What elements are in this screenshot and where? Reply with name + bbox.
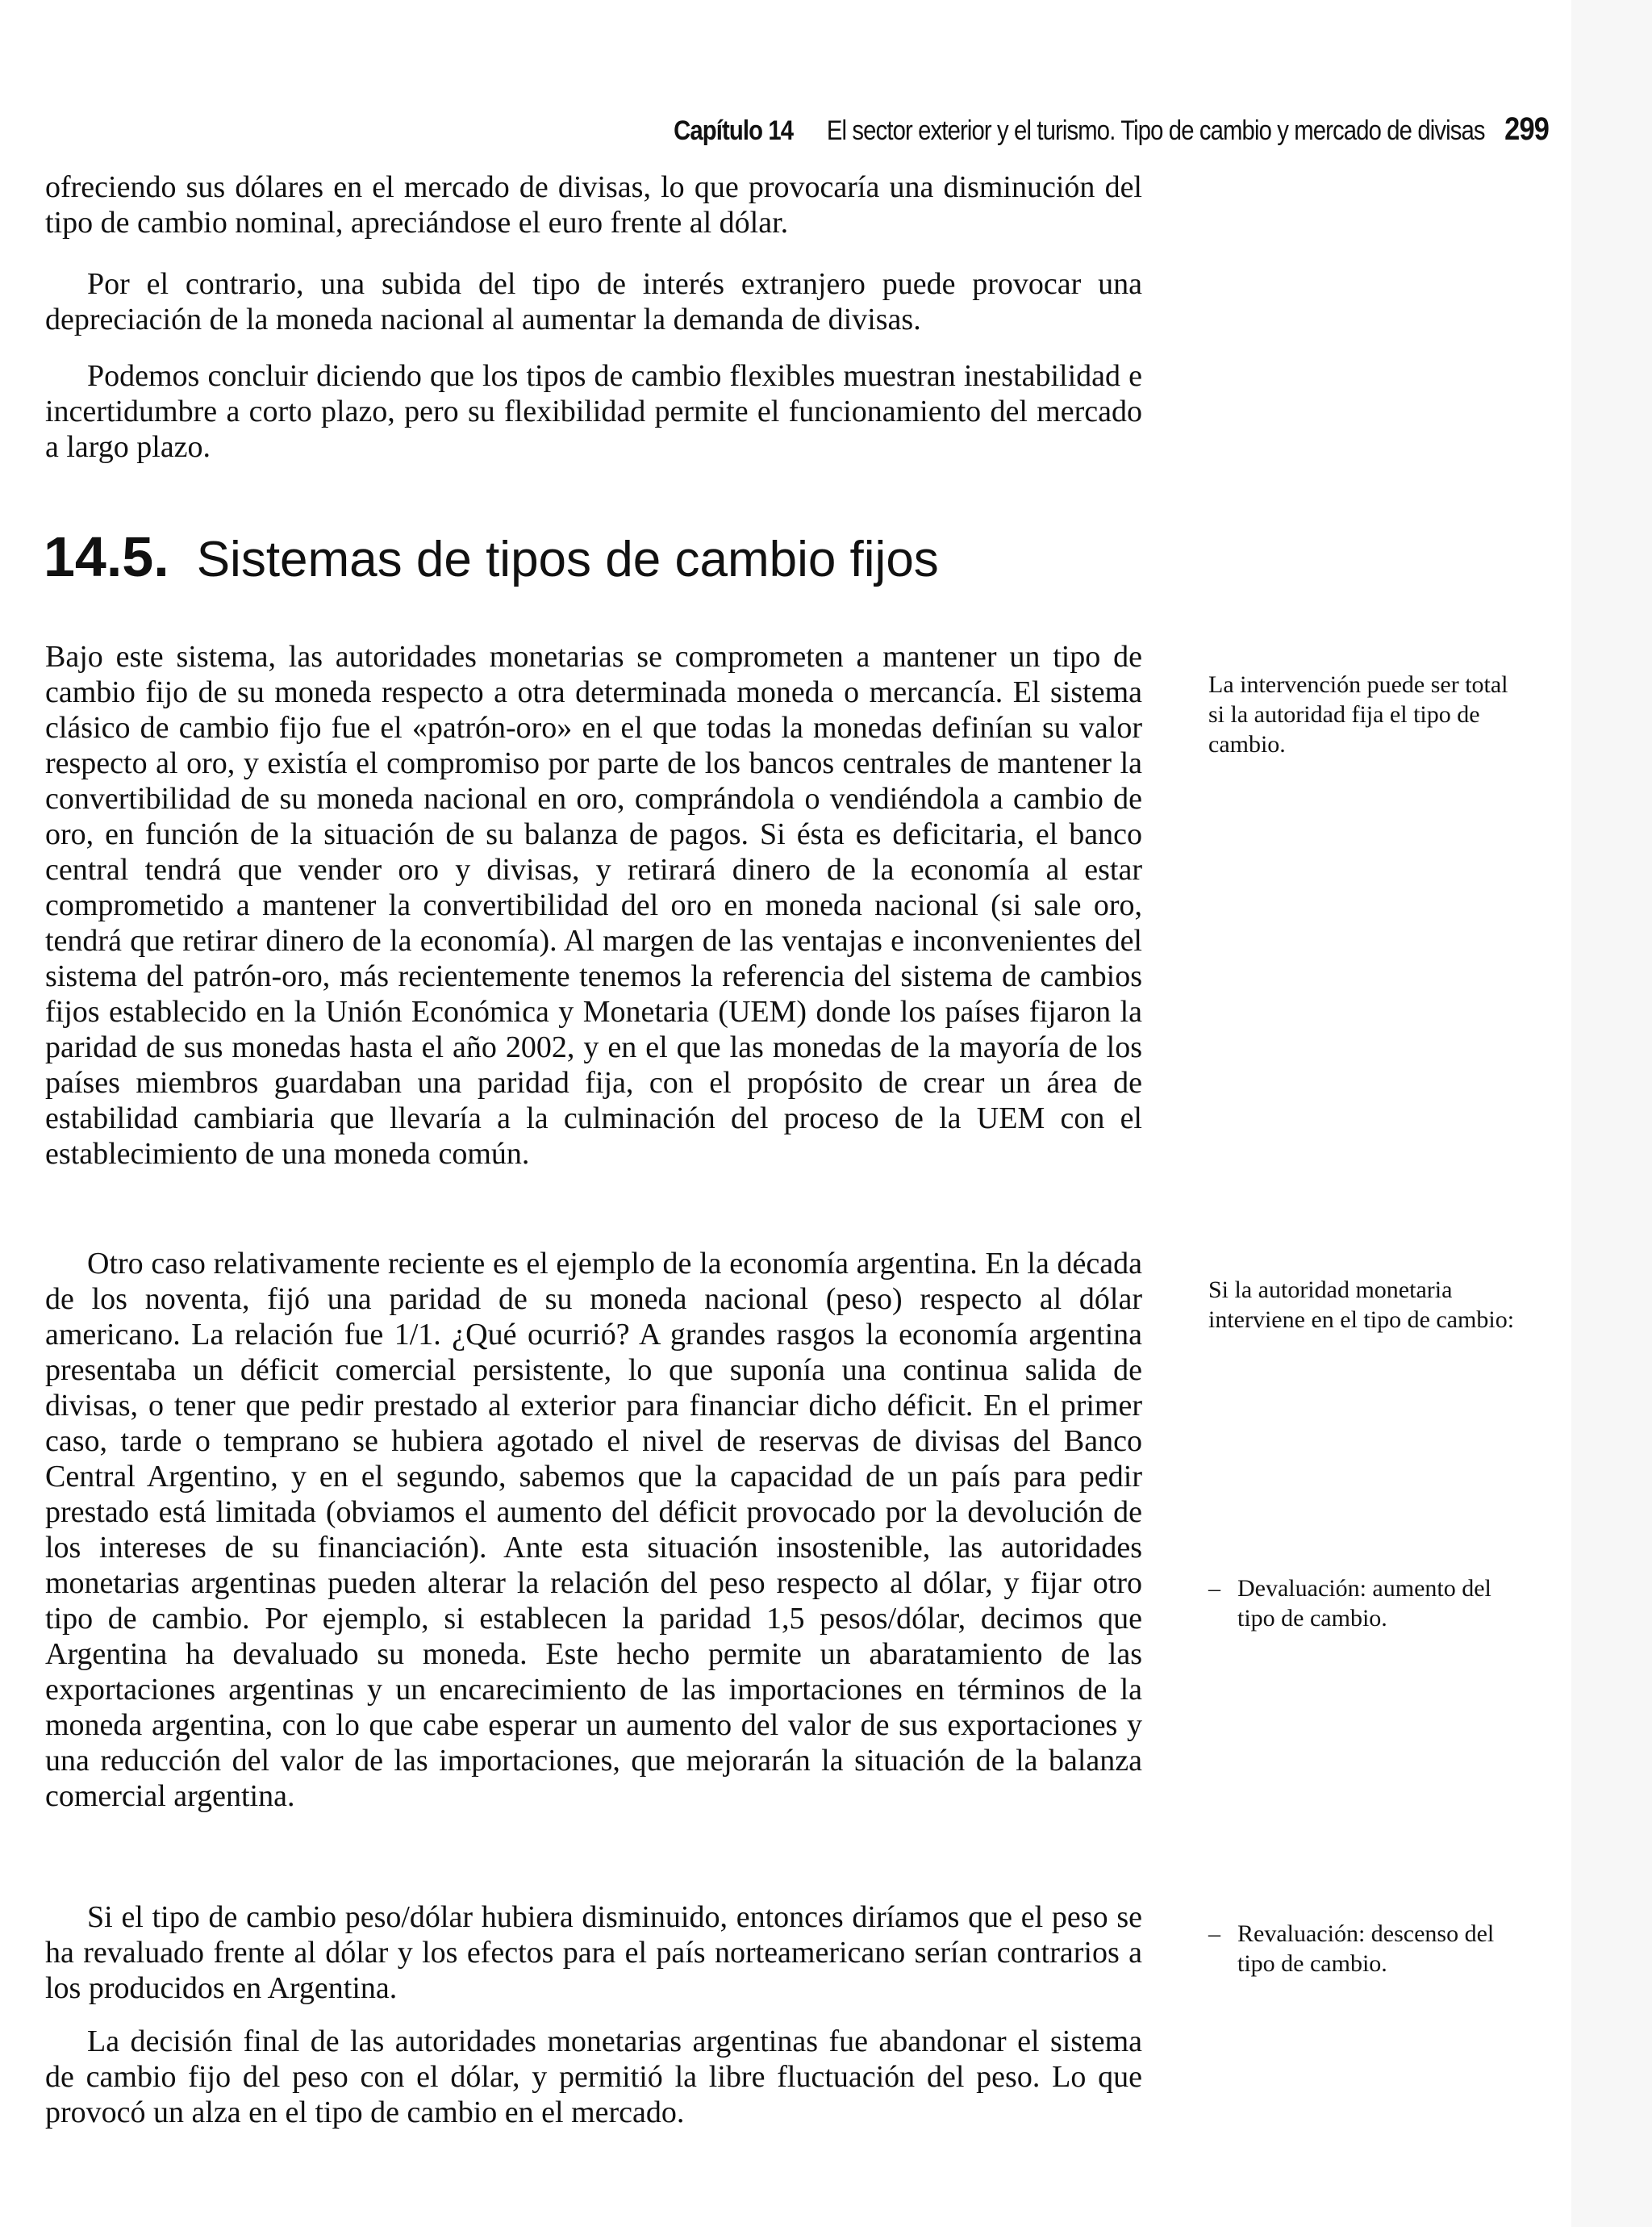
- margin-note-intervention: La intervención puede ser total si la autoridad fija el tipo de cambio.: [1208, 671, 1508, 758]
- section-title: Sistemas de tipos de cambio fijos: [196, 532, 939, 587]
- dash-bullet: –: [1208, 1575, 1220, 1602]
- paragraph-final-decision: La decisión final de las autoridades monetarias argentinas fue abandonar el sistema de cambio fijo del peso con el dólar, y permitió la libre fluctuación del peso. Lo que provocó un alza en el tipo de cambio en el mercado.: [45, 2024, 1142, 2129]
- paragraph-fixed-systems: Bajo este sistema, las autoridades monetarias se comprometen a mantener un tipo de cambio fijo de su moneda respecto a otra determinada moneda o mercancía. El sistema clásico de cambio fijo fue el «patrón-oro» en el que todas la monedas definían su valor respecto al oro, y existía el compromiso por parte de los bancos centrales de mantener la convertibilidad de su moneda nacional en oro, comprándola o vendiéndola a cambio de oro, en función de la situación de su balanza de pagos. Si ésta es deficitaria, el banco central tendrá que vender oro y divisas, y retirará dinero de la economía al estar comprometido a mantener la convertibilidad del oro en moneda nacional (si sale oro, tendrá que retirar dinero de la economía). Al margen de las ventajas e inconvenientes del sistema del patrón-oro, más recientemente tenemos la referencia del sistema de cambios fijos establecido en la Unión Económica y Monetaria (UEM) donde los países fijaron la paridad de sus monedas hasta el año 2002, y en el que las monedas de la mayoría de los países miembros guardaban una paridad fija, con el propósito de crear un área de estabilidad cambiaria que llevaría a la culminación del proceso de la UEM con el establecimiento de una moneda común.: [45, 640, 1142, 1171]
- intro-paragraph-1: ofreciendo sus dólares en el mercado de divisas, lo que provocaría una disminución del tipo de cambio nominal, apreciándose el euro frente al dólar.: [45, 170, 1142, 240]
- paragraph-revaluation: Si el tipo de cambio peso/dólar hubiera disminuido, entonces diríamos que el peso se ha revaluado frente al dólar y los efectos para el país norteamericano serían contrarios a los producidos en Argentina.: [45, 1900, 1142, 2005]
- page-number: 299: [1504, 111, 1549, 147]
- revaluation-text: Revaluación: descenso del tipo de cambio.: [1237, 1920, 1495, 1977]
- margin-note-revaluation: [1208, 1919, 1515, 1978]
- section-number: 14.5.: [44, 525, 169, 588]
- margin-note-if-intervenes: Si la autoridad monetaria interviene en el tipo de cambio:: [1208, 1276, 1515, 1333]
- devaluation-text: Devaluación: aumento del tipo de cambio.: [1237, 1575, 1491, 1632]
- page-edge-shade: [1571, 0, 1652, 2227]
- running-header: [217, 111, 1549, 148]
- chapter-title: El sector exterior y el turismo. Tipo de cambio y mercado de divisas: [826, 115, 1485, 146]
- section-heading: [44, 524, 939, 589]
- dash-bullet: –: [1208, 1920, 1220, 1947]
- margin-note-devaluation: [1208, 1573, 1515, 1633]
- paragraph-argentina: Otro caso relativamente reciente es el ejemplo de la economía argentina. En la década de los noventa, fijó una paridad de su moneda nacional (peso) respecto al dólar americano. La relación fue 1/1. ¿Qué ocurrió? A grandes rasgos la economía argentina presentaba un déficit comercial persistente, lo que suponía una continua salida de divisas, o tener que pedir prestado al exterior para financiar dicho déficit. En el primer caso, tarde o temprano se hubiera agotado el nivel de reservas de divisas del Banco Central Argentino, y en el segundo, sabemos que la capacidad de un país para pedir prestado está limitada (obviamos el aumento del déficit provocado por la devolución de los intereses de su financiación). Ante esta situación insostenible, las autoridades monetarias argentinas pueden alterar la relación del peso respecto al dólar, y fijar otro tipo de cambio. Por ejemplo, si establecen la paridad 1,5 pesos/dólar, decimos que Argentina ha devaluado su moneda. Este hecho permite un abaratamiento de las exportaciones argentinas y un encarecimiento de las importaciones en términos de la moneda argentina, con lo que cabe esperar un aumento del valor de sus exportaciones y una reducción del valor de las importaciones, que mejorarán la situación de la balanza comercial argentina.: [45, 1247, 1142, 1813]
- chapter-label: Capítulo 14: [674, 115, 794, 146]
- intro-paragraph-3: Podemos concluir diciendo que los tipos de cambio flexibles muestran inestabilidad e incertidumbre a corto plazo, pero su flexibilidad permite el funcionamiento del mercado a largo plazo.: [45, 359, 1142, 464]
- intro-paragraph-2: Por el contrario, una subida del tipo de interés extranjero puede provocar una depreciación de la moneda nacional al aumentar la demanda de divisas.: [45, 267, 1142, 336]
